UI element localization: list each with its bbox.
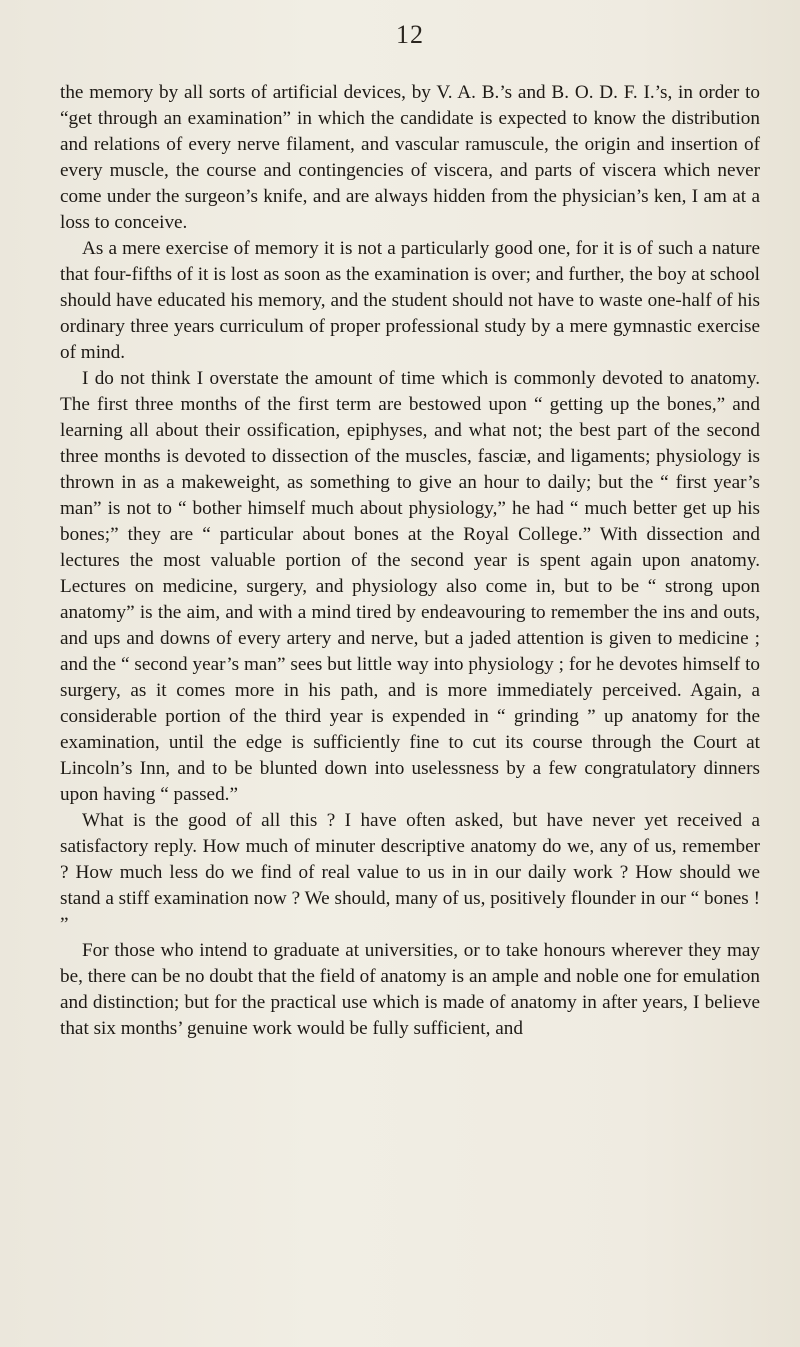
page-number: 12 <box>396 20 424 49</box>
paragraph: the memory by all sorts of artificial devices, by V. A. B.’s and B. O. D. F. I.’s, in order to “get through an examination” in which the candidate is expected to know the distribution and relations of every nerve filament, and vascular ramuscule, the origin and insertion of every muscle, the course and contingencies of viscera, and parts of viscera which never come under the surgeon’s knife, and are always hidden from the physician’s ken, I am at a loss to conceive. <box>60 82 760 233</box>
paragraph: What is the good of all this ? I have often asked, but have never yet received a satisfactory reply. How much of minuter descriptive anatomy do we, any of us, remember ? How much less do we find of real value to us in in our daily work ? How should we stand a stiff examination now ? We should, many of us, positively flounder in our “ bones ! ” <box>60 810 760 935</box>
paragraph: I do not think I overstate the amount of time which is commonly devoted to anatomy. The first three months of the first term are bestowed upon “ getting up the bones,” and learning all about their ossification, epiphyses, and what not; the best part of the second three months is devoted to dissection of the muscles, fasciæ, and ligaments; physiology is thrown in as a makeweight, as something to give an hour to daily; but the “ first year’s man” is not to “ bother himself much about physiology,” he had “ much better get up his bones;” they are “ particular about bones at the Royal College.” With dissection and lectures the most valuable portion of the second year is spent again upon anatomy. Lectures on medicine, surgery, and physiology also come in, but to be “ strong upon anatomy” is the aim, and with a mind tired by endeavouring to remember the ins and outs, and ups and downs of every artery and nerve, but a jaded attention is given to medicine ; and the “ second year’s man” sees but little way into physiology ; for he devotes himself to surgery, as it comes more in his path, and is more immediately perceived. Again, a considerable portion of the third year is expended in “ grinding ” up anatomy for the examination, until the edge is sufficiently fine to cut its course through the Court at Lincoln’s Inn, and to be blunted down into uselessness by a few congratulatory dinners upon having “ passed.” <box>60 368 760 805</box>
body-text <box>60 80 760 1042</box>
paragraph: As a mere exercise of memory it is not a particularly good one, for it is of such a nature that four-fifths of it is lost as soon as the examination is over; and further, the boy at school should have educated his memory, and the student should not have to waste one-half of his ordinary three years curriculum of proper professional study by a mere gymnastic exercise of mind. <box>60 238 760 363</box>
paragraph: For those who intend to graduate at universities, or to take honours wherever they may be, there can be no doubt that the field of anatomy is an ample and noble one for emulation and distinction; but for the practical use which is made of anatomy in after years, I believe that six months’ genuine work would be fully sufficient, and <box>60 940 760 1039</box>
